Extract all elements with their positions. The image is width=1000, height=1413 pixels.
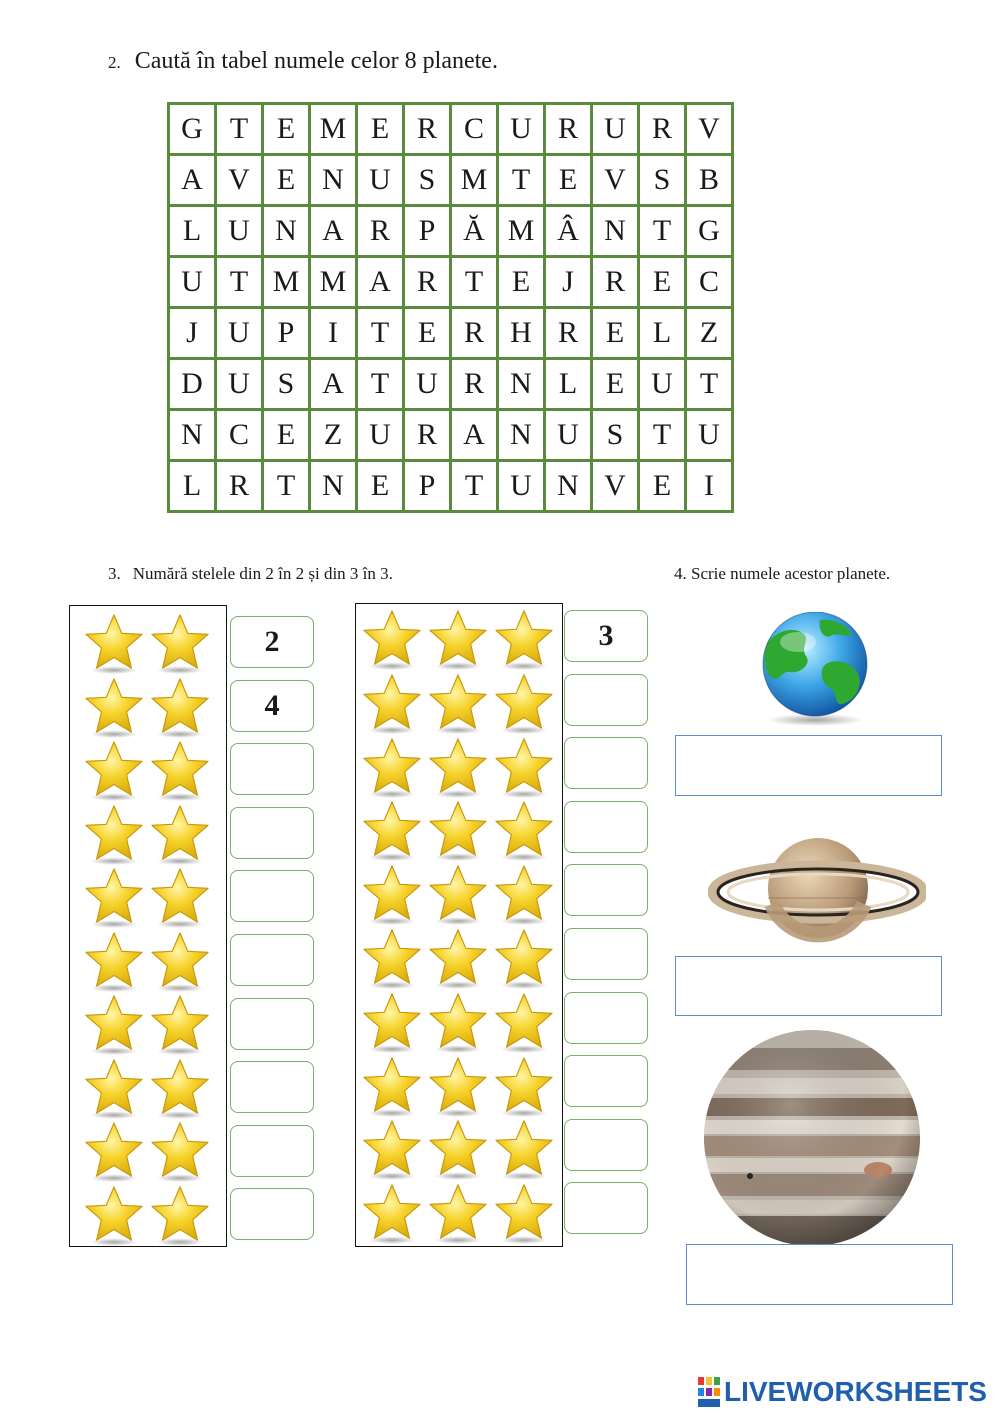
count-answer-field[interactable]: [564, 992, 648, 1044]
grid-row: [169, 308, 733, 359]
grid-letter-cell[interactable]: G: [686, 206, 733, 257]
grid-letter-cell[interactable]: D: [169, 359, 216, 410]
star-icon: [148, 930, 212, 992]
grid-letter-cell[interactable]: S: [639, 155, 686, 206]
star-icon: [426, 927, 490, 989]
grid-letter-cell[interactable]: R: [545, 104, 592, 155]
grid-letter-cell[interactable]: R: [216, 461, 263, 512]
grid-letter-cell[interactable]: L: [169, 206, 216, 257]
liveworksheets-logo-icon: [698, 1377, 720, 1407]
grid-letter-cell[interactable]: E: [498, 257, 545, 308]
star-icon: [82, 1057, 146, 1119]
star-icon: [426, 1118, 490, 1180]
star-icon: [82, 993, 146, 1055]
star-icon: [426, 991, 490, 1053]
star-icon: [82, 739, 146, 801]
star-icon: [360, 863, 424, 925]
grid-letter-cell[interactable]: I: [310, 308, 357, 359]
saturn-answer-field[interactable]: [675, 956, 942, 1016]
exercise-3-number: 3.: [108, 564, 121, 583]
grid-letter-cell[interactable]: L: [639, 308, 686, 359]
count-answer-field[interactable]: [564, 674, 648, 726]
star-icon: [360, 927, 424, 989]
grid-letter-cell[interactable]: E: [639, 257, 686, 308]
grid-letter-cell[interactable]: Ă: [451, 206, 498, 257]
grid-letter-cell[interactable]: M: [451, 155, 498, 206]
star-icon: [82, 803, 146, 865]
grid-letter-cell[interactable]: J: [545, 257, 592, 308]
grid-letter-cell[interactable]: C: [451, 104, 498, 155]
grid-letter-cell[interactable]: U: [545, 410, 592, 461]
count-answer-field[interactable]: [564, 1182, 648, 1234]
grid-letter-cell[interactable]: U: [169, 257, 216, 308]
grid-letter-cell[interactable]: R: [451, 359, 498, 410]
grid-letter-cell[interactable]: V: [592, 155, 639, 206]
grid-letter-cell[interactable]: T: [451, 461, 498, 512]
grid-letter-cell[interactable]: N: [310, 461, 357, 512]
count-answer-field[interactable]: [230, 807, 314, 859]
grid-letter-cell[interactable]: N: [169, 410, 216, 461]
grid-letter-cell[interactable]: R: [357, 206, 404, 257]
grid-letter-cell[interactable]: P: [404, 206, 451, 257]
grid-letter-cell[interactable]: R: [404, 104, 451, 155]
star-icon: [492, 991, 556, 1053]
star-icon: [148, 803, 212, 865]
grid-letter-cell[interactable]: R: [404, 257, 451, 308]
star-icon: [492, 672, 556, 734]
star-icon: [148, 1120, 212, 1182]
exercise-3-instruction: Numără stelele din 2 în 2 și din 3 în 3.: [132, 564, 393, 583]
star-icon: [492, 1118, 556, 1180]
grid-letter-cell[interactable]: M: [498, 206, 545, 257]
grid-letter-cell[interactable]: B: [686, 155, 733, 206]
grid-letter-cell[interactable]: U: [404, 359, 451, 410]
jupiter-answer-field[interactable]: [686, 1244, 953, 1305]
grid-letter-cell[interactable]: N: [498, 359, 545, 410]
grid-letter-cell[interactable]: C: [216, 410, 263, 461]
star-icon: [82, 676, 146, 738]
count-answer-field[interactable]: [564, 1055, 648, 1107]
grid-letter-cell[interactable]: T: [357, 359, 404, 410]
grid-letter-cell[interactable]: A: [169, 155, 216, 206]
grid-letter-cell[interactable]: A: [357, 257, 404, 308]
star-icon: [492, 736, 556, 798]
grid-row: [169, 410, 733, 461]
grid-letter-cell[interactable]: T: [357, 308, 404, 359]
grid-letter-cell[interactable]: U: [357, 410, 404, 461]
star-icon: [148, 612, 212, 674]
star-icon: [426, 1055, 490, 1117]
count-answer-field[interactable]: [564, 1119, 648, 1171]
grid-row: [169, 461, 733, 512]
grid-letter-cell[interactable]: V: [592, 461, 639, 512]
grid-letter-cell[interactable]: M: [263, 257, 310, 308]
count-answer-field[interactable]: [230, 1061, 314, 1113]
star-icon: [82, 930, 146, 992]
star-icon: [492, 608, 556, 670]
star-icon: [426, 608, 490, 670]
grid-letter-cell[interactable]: V: [686, 104, 733, 155]
liveworksheets-brand: LIVEWORKSHEETS: [724, 1376, 987, 1407]
grid-letter-cell[interactable]: E: [263, 104, 310, 155]
exercise-3-title: [108, 564, 393, 584]
grid-letter-cell[interactable]: T: [263, 461, 310, 512]
grid-letter-cell[interactable]: U: [216, 359, 263, 410]
star-icon: [148, 993, 212, 1055]
star-icon: [148, 676, 212, 738]
grid-letter-cell[interactable]: L: [169, 461, 216, 512]
count-answer-field[interactable]: [564, 928, 648, 980]
grid-letter-cell[interactable]: T: [498, 155, 545, 206]
grid-letter-cell[interactable]: P: [404, 461, 451, 512]
star-icon: [360, 991, 424, 1053]
star-icon: [426, 863, 490, 925]
grid-letter-cell[interactable]: U: [498, 104, 545, 155]
jupiter-icon: [702, 1028, 922, 1248]
star-icon: [82, 612, 146, 674]
grid-letter-cell[interactable]: R: [639, 104, 686, 155]
grid-letter-cell[interactable]: S: [263, 359, 310, 410]
count-answer-field[interactable]: 2: [230, 616, 314, 668]
grid-letter-cell[interactable]: U: [498, 461, 545, 512]
exercise-2-number: 2.: [108, 53, 121, 72]
count-answer-field[interactable]: [564, 801, 648, 853]
exercise-2-instruction: Caută în tabel numele celor 8 planete.: [134, 48, 498, 74]
star-icon: [426, 1182, 490, 1244]
star-icon: [148, 739, 212, 801]
star-icon: [492, 863, 556, 925]
star-icon: [148, 1184, 212, 1246]
grid-letter-cell[interactable]: E: [357, 104, 404, 155]
stars-by-2-panel: [69, 605, 227, 1247]
grid-letter-cell[interactable]: P: [263, 308, 310, 359]
star-icon: [426, 799, 490, 861]
grid-letter-cell[interactable]: R: [592, 257, 639, 308]
grid-letter-cell[interactable]: M: [310, 257, 357, 308]
grid-letter-cell[interactable]: C: [686, 257, 733, 308]
count-answer-field[interactable]: [230, 1188, 314, 1240]
star-icon: [492, 1182, 556, 1244]
star-icon: [148, 866, 212, 928]
count-answer-field[interactable]: [230, 998, 314, 1050]
grid-letter-cell[interactable]: E: [639, 461, 686, 512]
star-icon: [360, 799, 424, 861]
count-answer-field[interactable]: [564, 737, 648, 789]
grid-letter-cell[interactable]: R: [451, 308, 498, 359]
count-answer-field[interactable]: [564, 864, 648, 916]
count-answer-field[interactable]: [230, 870, 314, 922]
grid-letter-cell[interactable]: Z: [310, 410, 357, 461]
grid-row: [169, 359, 733, 410]
grid-letter-cell[interactable]: Â: [545, 206, 592, 257]
star-icon: [360, 672, 424, 734]
grid-letter-cell[interactable]: T: [639, 410, 686, 461]
grid-letter-cell[interactable]: E: [592, 359, 639, 410]
grid-letter-cell[interactable]: N: [310, 155, 357, 206]
star-icon: [82, 1184, 146, 1246]
exercise-2-title: [108, 48, 498, 75]
saturn-icon: [708, 836, 926, 944]
grid-letter-cell[interactable]: E: [263, 155, 310, 206]
star-icon: [360, 608, 424, 670]
grid-letter-cell[interactable]: U: [357, 155, 404, 206]
count-answer-field[interactable]: 4: [230, 680, 314, 732]
exercise-4-title: 4. Scrie numele acestor planete.: [674, 564, 891, 583]
grid-letter-cell[interactable]: H: [498, 308, 545, 359]
star-icon: [148, 1057, 212, 1119]
star-icon: [360, 1182, 424, 1244]
grid-letter-cell[interactable]: R: [404, 410, 451, 461]
count-answer-field[interactable]: 3: [564, 610, 648, 662]
grid-letter-cell[interactable]: R: [545, 308, 592, 359]
star-icon: [360, 736, 424, 798]
earth-icon: [760, 612, 870, 728]
grid-letter-cell[interactable]: I: [686, 461, 733, 512]
grid-letter-cell[interactable]: S: [592, 410, 639, 461]
grid-letter-cell[interactable]: S: [404, 155, 451, 206]
star-icon: [492, 1055, 556, 1117]
grid-letter-cell[interactable]: N: [498, 410, 545, 461]
grid-letter-cell[interactable]: T: [686, 359, 733, 410]
grid-letter-cell[interactable]: A: [451, 410, 498, 461]
grid-letter-cell[interactable]: U: [592, 104, 639, 155]
grid-letter-cell[interactable]: G: [169, 104, 216, 155]
grid-letter-cell[interactable]: U: [216, 206, 263, 257]
stars-by-3-panel: [355, 603, 563, 1247]
grid-row: [169, 206, 733, 257]
count-answer-field[interactable]: [230, 743, 314, 795]
liveworksheets-logo: [698, 1376, 987, 1408]
count-answer-field[interactable]: [230, 1125, 314, 1177]
grid-row: [169, 155, 733, 206]
star-icon: [360, 1055, 424, 1117]
count-answer-field[interactable]: [230, 934, 314, 986]
grid-letter-cell[interactable]: T: [216, 257, 263, 308]
grid-letter-cell[interactable]: A: [310, 359, 357, 410]
word-search-grid: [167, 102, 734, 513]
grid-row: [169, 257, 733, 308]
star-icon: [492, 799, 556, 861]
grid-letter-cell[interactable]: T: [639, 206, 686, 257]
grid-letter-cell[interactable]: U: [216, 308, 263, 359]
grid-letter-cell[interactable]: M: [310, 104, 357, 155]
star-icon: [82, 1120, 146, 1182]
grid-letter-cell[interactable]: U: [639, 359, 686, 410]
grid-letter-cell[interactable]: E: [404, 308, 451, 359]
grid-letter-cell[interactable]: U: [686, 410, 733, 461]
star-icon: [426, 672, 490, 734]
grid-letter-cell[interactable]: Z: [686, 308, 733, 359]
grid-letter-cell[interactable]: N: [545, 461, 592, 512]
grid-letter-cell[interactable]: T: [216, 104, 263, 155]
grid-letter-cell[interactable]: A: [310, 206, 357, 257]
star-icon: [360, 1118, 424, 1180]
grid-letter-cell[interactable]: N: [263, 206, 310, 257]
grid-letter-cell[interactable]: T: [451, 257, 498, 308]
grid-row: [169, 104, 733, 155]
grid-letter-cell[interactable]: E: [263, 410, 310, 461]
grid-letter-cell[interactable]: E: [545, 155, 592, 206]
grid-letter-cell[interactable]: E: [357, 461, 404, 512]
earth-answer-field[interactable]: [675, 735, 942, 796]
grid-letter-cell[interactable]: E: [592, 308, 639, 359]
grid-letter-cell[interactable]: L: [545, 359, 592, 410]
star-icon: [492, 927, 556, 989]
grid-letter-cell[interactable]: N: [592, 206, 639, 257]
star-icon: [82, 866, 146, 928]
star-icon: [426, 736, 490, 798]
grid-letter-cell[interactable]: V: [216, 155, 263, 206]
grid-letter-cell[interactable]: J: [169, 308, 216, 359]
